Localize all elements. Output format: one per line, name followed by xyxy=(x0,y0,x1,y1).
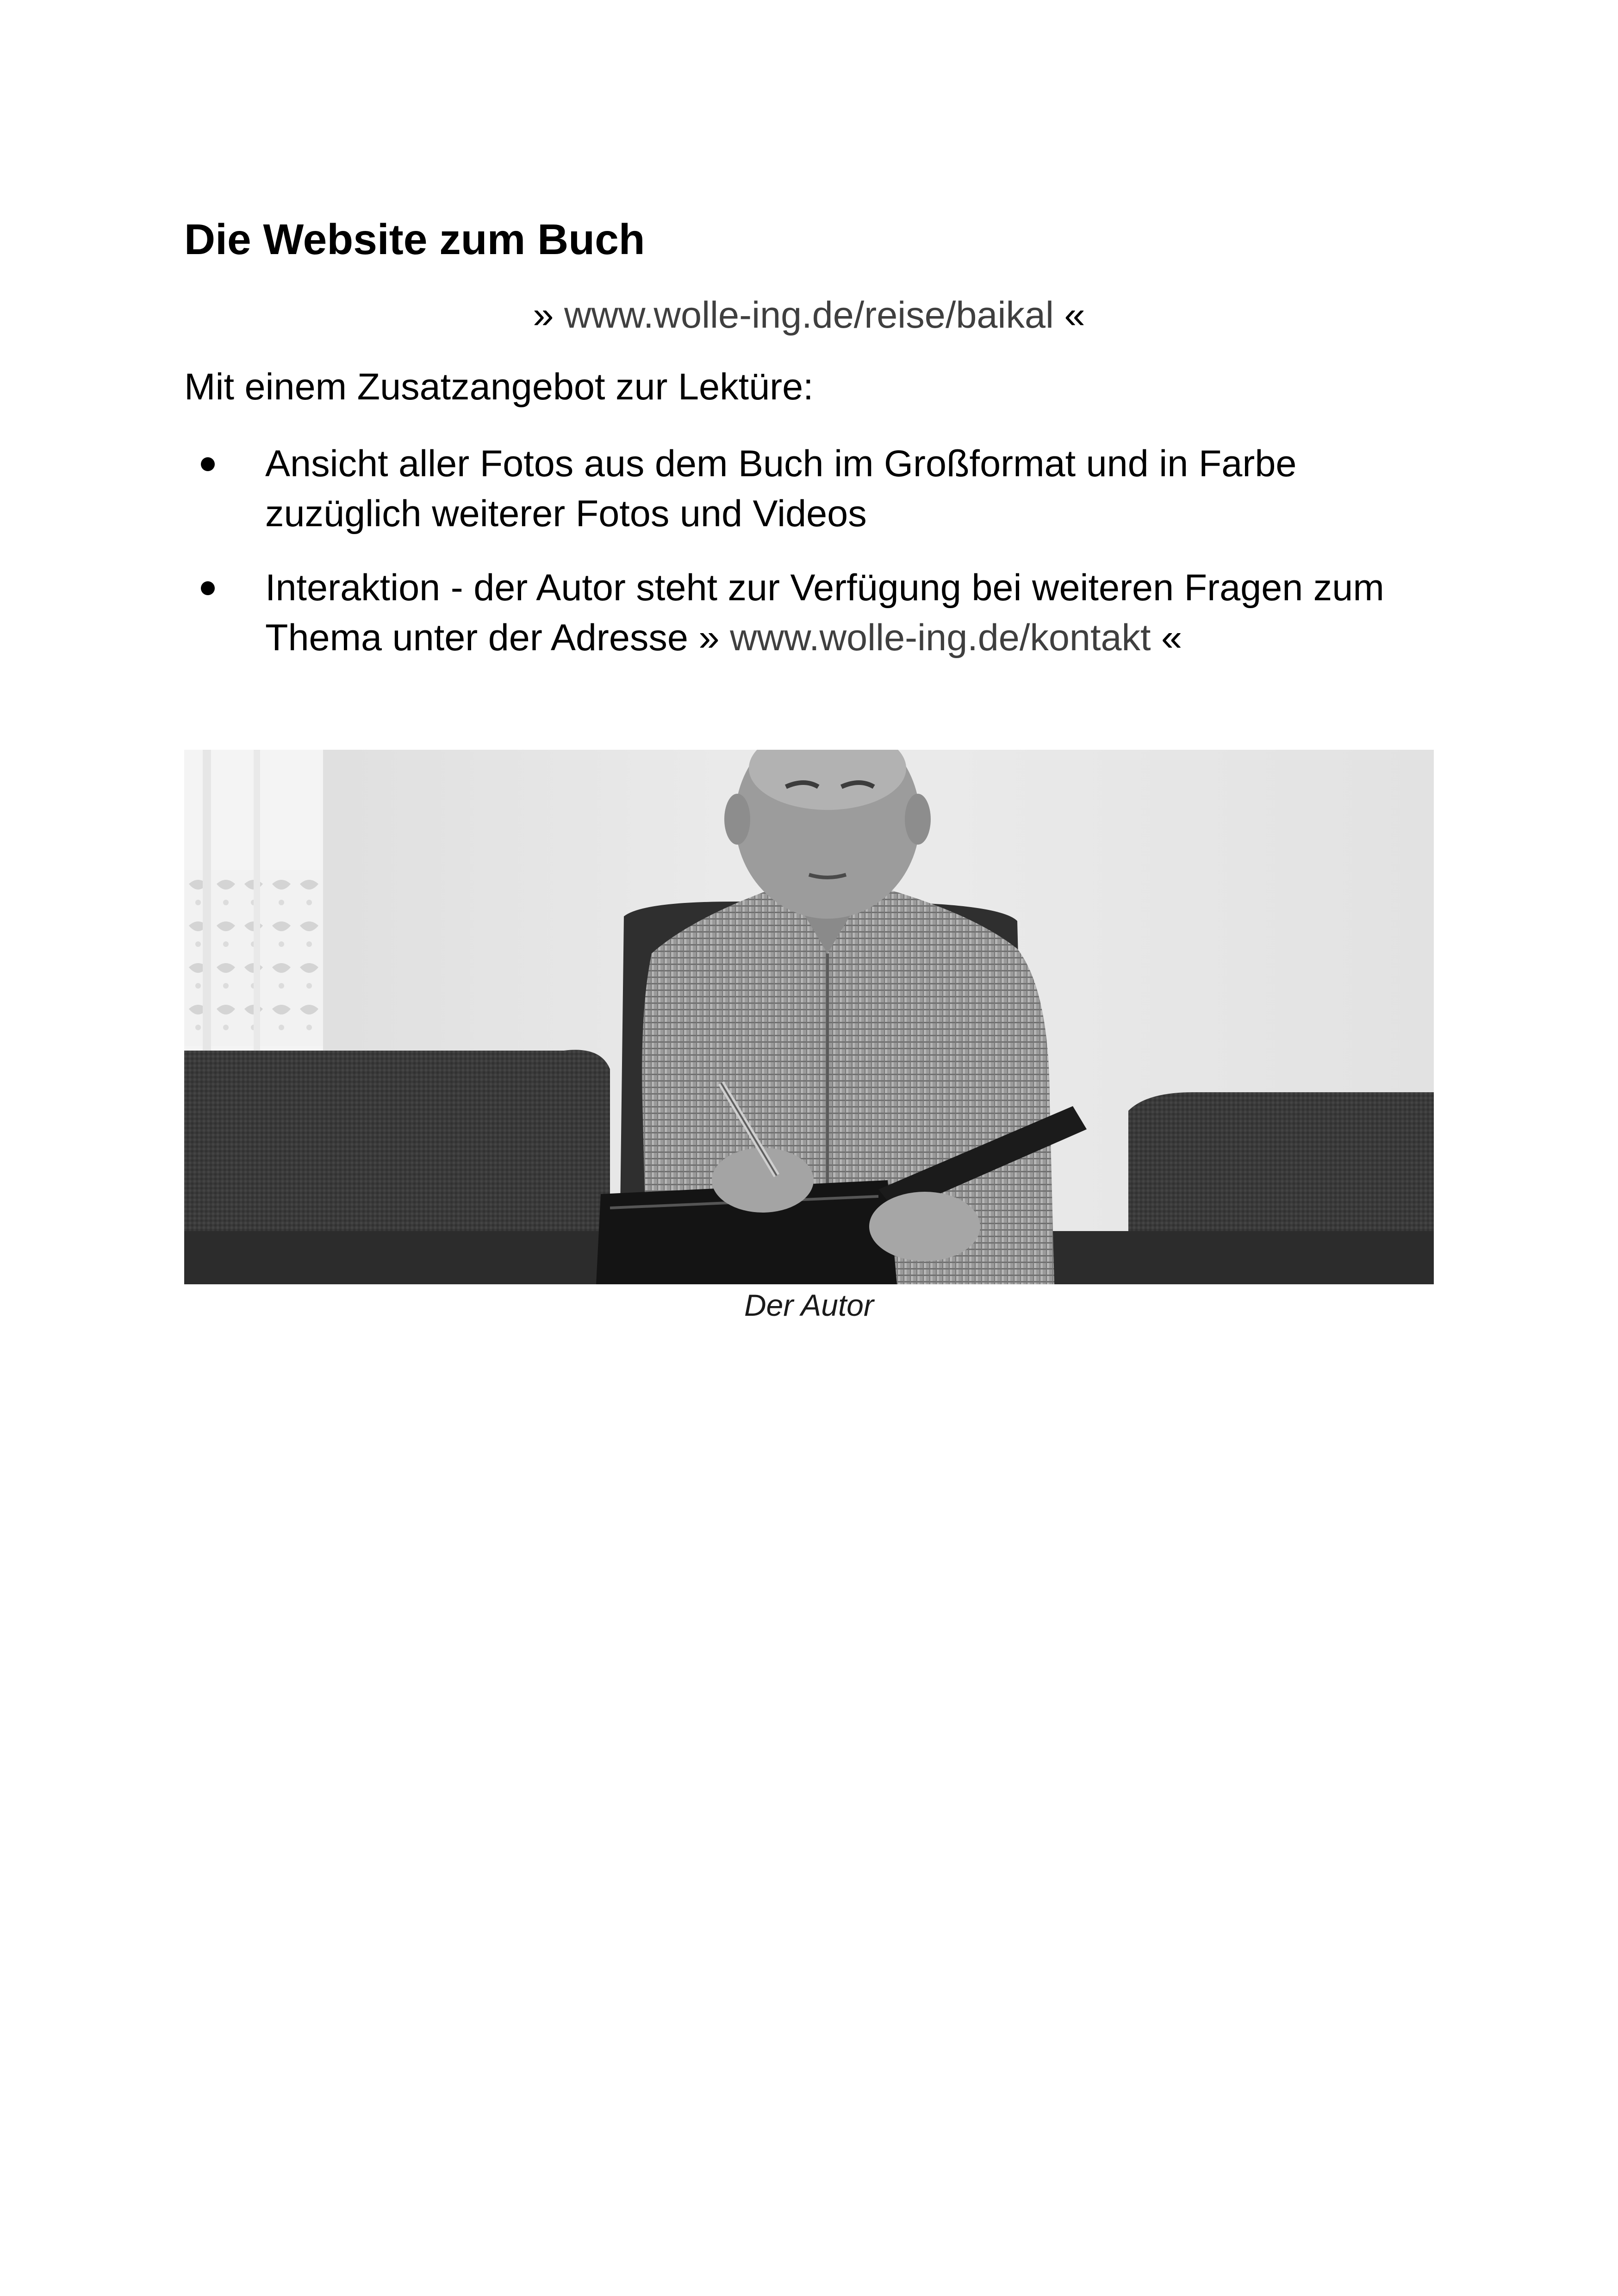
bullet-icon xyxy=(201,457,215,471)
list-item-text: Ansicht aller Fotos aus dem Buch im Großformat und in Farbe zuzüglich weiterer Fotos und Videos xyxy=(265,443,1297,535)
list-item xyxy=(184,563,1452,663)
feature-list xyxy=(184,439,1452,687)
photo-caption: Der Autor xyxy=(744,1288,874,1322)
contact-close-quote: « xyxy=(1161,617,1182,659)
url-open-quote: » xyxy=(533,294,554,336)
section-heading: Die Website zum Buch xyxy=(184,215,645,263)
list-item-text: Interaktion - der Autor steht zur Verfügung bei weiteren Fragen zum Thema unter der Adresse xyxy=(265,567,1384,659)
list-item xyxy=(184,439,1452,539)
bullet-icon xyxy=(201,581,215,595)
author-photo xyxy=(184,750,1434,1284)
contact-open-quote: » xyxy=(698,617,720,659)
author-photo-illustration xyxy=(184,750,1434,1284)
website-url-line xyxy=(0,294,1618,337)
website-link[interactable]: www.wolle-ing.de/reise/baikal xyxy=(564,294,1054,336)
contact-link[interactable]: www.wolle-ing.de/kontakt xyxy=(730,617,1151,659)
intro-text: Mit einem Zusatzangebot zur Lektüre: xyxy=(184,366,814,408)
url-close-quote: « xyxy=(1064,294,1085,336)
